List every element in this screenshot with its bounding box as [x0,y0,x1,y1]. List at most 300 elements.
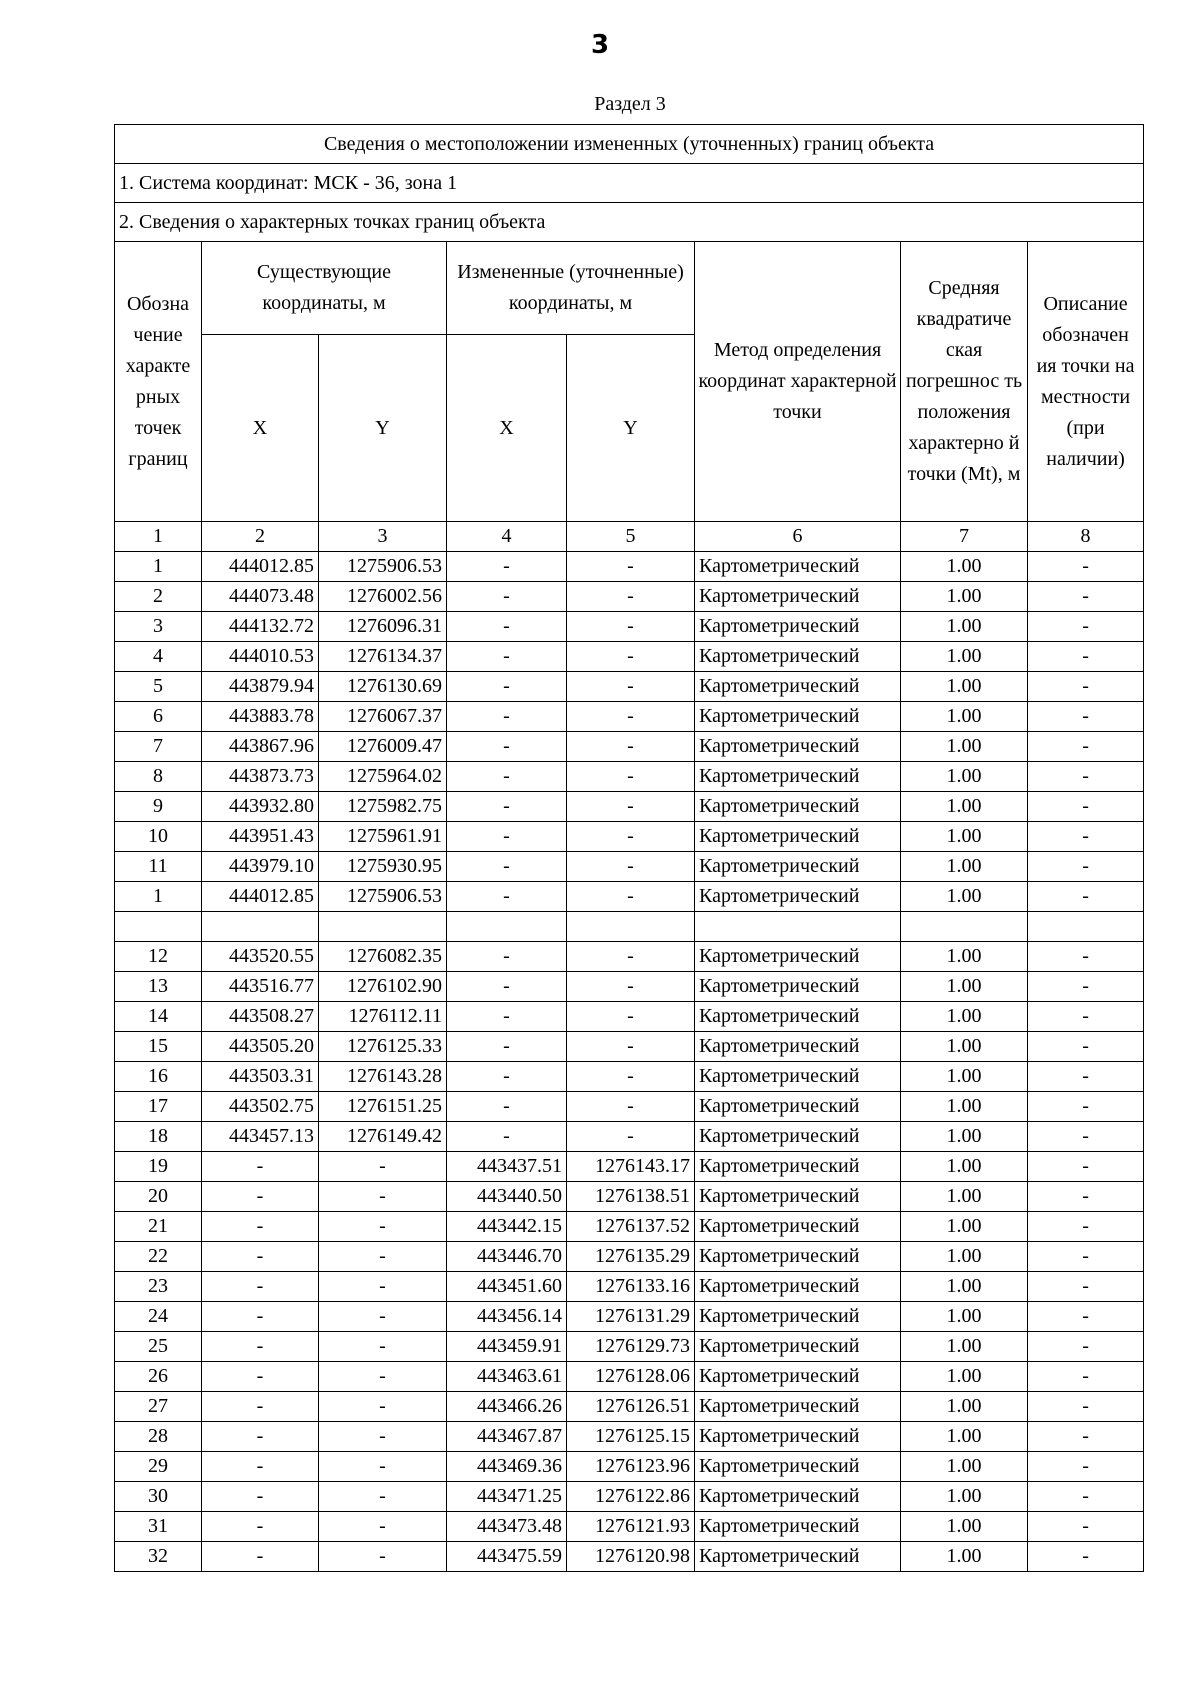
mt-cell: 1.00 [901,1482,1028,1512]
existing-y-cell: - [319,1302,447,1332]
column-number: 5 [567,522,695,552]
existing-y-cell: - [319,1272,447,1302]
method-cell: Картометрический [695,1332,901,1362]
mt-cell: 1.00 [901,1362,1028,1392]
existing-x-cell: 443867.96 [202,732,319,762]
table-row [115,1212,1144,1242]
existing-y-cell: - [319,1182,447,1212]
changed-y-cell: - [567,882,695,912]
table-row [115,552,1144,582]
existing-y-cell: 1276130.69 [319,672,447,702]
changed-y-cell: - [567,732,695,762]
table-row [115,1482,1144,1512]
existing-x-cell: - [202,1512,319,1542]
header-row-1 [115,242,1144,335]
mt-cell: 1.00 [901,1332,1028,1362]
column-number: 2 [202,522,319,552]
table-row [115,1452,1144,1482]
header-mt: Средняя квадратиче ская погрешнос ть положения характерно й точки (Mt), м [901,242,1028,522]
column-number: 1 [115,522,202,552]
existing-x-cell: - [202,1272,319,1302]
mt-cell: 1.00 [901,822,1028,852]
changed-y-cell: - [567,792,695,822]
point-id-cell: 5 [115,672,202,702]
changed-x-cell: - [447,942,567,972]
changed-x-cell [447,912,567,942]
point-id-cell [115,912,202,942]
table-row [115,612,1144,642]
point-id-cell: 1 [115,552,202,582]
mt-cell: 1.00 [901,792,1028,822]
header-changed-coords: Измененные (уточненные) координаты, м [447,242,695,335]
coord-system-label: 1. Система координат: МСК - 36, зона 1 [115,164,1144,203]
existing-y-cell: - [319,1452,447,1482]
table-row [115,1362,1144,1392]
table-row [115,912,1144,942]
existing-y-cell: 1275906.53 [319,882,447,912]
existing-x-cell: 443505.20 [202,1032,319,1062]
header-existing-coords: Существующие координаты, м [202,242,447,335]
description-cell: - [1028,552,1144,582]
existing-x-cell: 443932.80 [202,792,319,822]
mt-cell: 1.00 [901,1092,1028,1122]
existing-x-cell: - [202,1242,319,1272]
changed-y-cell: - [567,642,695,672]
existing-y-cell: 1276149.42 [319,1122,447,1152]
table-row [115,582,1144,612]
method-cell: Картометрический [695,1422,901,1452]
existing-x-cell: 444073.48 [202,582,319,612]
changed-y-cell: 1276125.15 [567,1422,695,1452]
changed-x-cell: 443440.50 [447,1182,567,1212]
changed-x-cell: 443466.26 [447,1392,567,1422]
mt-cell: 1.00 [901,762,1028,792]
existing-x-cell: - [202,1152,319,1182]
point-id-cell: 15 [115,1032,202,1062]
existing-x-cell: 443508.27 [202,1002,319,1032]
changed-y-cell: 1276143.17 [567,1152,695,1182]
changed-x-cell: 443467.87 [447,1422,567,1452]
mt-cell: 1.00 [901,1302,1028,1332]
existing-x-cell: 444012.85 [202,882,319,912]
changed-x-cell: - [447,1122,567,1152]
existing-x-cell: 443979.10 [202,852,319,882]
method-cell: Картометрический [695,1392,901,1422]
table-row [115,702,1144,732]
existing-y-cell: 1275964.02 [319,762,447,792]
changed-y-cell: - [567,702,695,732]
description-cell [1028,912,1144,942]
mt-cell: 1.00 [901,942,1028,972]
changed-y-cell: 1276120.98 [567,1542,695,1572]
point-id-cell: 1 [115,882,202,912]
changed-y-cell: - [567,1002,695,1032]
table-row [115,1032,1144,1062]
method-cell: Картометрический [695,852,901,882]
method-cell: Картометрический [695,732,901,762]
changed-x-cell: - [447,882,567,912]
method-cell [695,912,901,942]
existing-y-cell: - [319,1242,447,1272]
changed-x-cell: - [447,672,567,702]
existing-y-cell: 1276002.56 [319,582,447,612]
mt-cell: 1.00 [901,732,1028,762]
description-cell: - [1028,582,1144,612]
existing-x-cell: 444132.72 [202,612,319,642]
existing-y-cell [319,912,447,942]
table-row [115,1122,1144,1152]
mt-cell: 1.00 [901,702,1028,732]
existing-y-cell: - [319,1542,447,1572]
changed-x-cell: 443446.70 [447,1242,567,1272]
existing-y-cell: - [319,1512,447,1542]
mt-cell: 1.00 [901,1062,1028,1092]
description-cell: - [1028,1392,1144,1422]
header-existing-y: Y [319,335,447,522]
description-cell: - [1028,732,1144,762]
description-cell: - [1028,942,1144,972]
point-id-cell: 12 [115,942,202,972]
method-cell: Картометрический [695,792,901,822]
existing-x-cell: 443516.77 [202,972,319,1002]
description-cell: - [1028,1212,1144,1242]
existing-x-cell: - [202,1182,319,1212]
mt-cell: 1.00 [901,1212,1028,1242]
existing-y-cell: - [319,1482,447,1512]
existing-y-cell: 1275961.91 [319,822,447,852]
point-id-cell: 31 [115,1512,202,1542]
point-id-cell: 13 [115,972,202,1002]
method-cell: Картометрический [695,1032,901,1062]
existing-y-cell: 1276102.90 [319,972,447,1002]
existing-x-cell: 443520.55 [202,942,319,972]
existing-y-cell: 1275906.53 [319,552,447,582]
changed-x-cell: - [447,852,567,882]
table-row [115,1272,1144,1302]
point-id-cell: 9 [115,792,202,822]
mt-cell: 1.00 [901,1452,1028,1482]
existing-y-cell: 1276067.37 [319,702,447,732]
changed-y-cell: - [567,942,695,972]
existing-x-cell: 443951.43 [202,822,319,852]
method-cell: Картометрический [695,1302,901,1332]
changed-x-cell: 443437.51 [447,1152,567,1182]
header-method: Метод определения координат характерной точки [695,242,901,522]
mt-cell: 1.00 [901,582,1028,612]
header-changed-y: Y [567,335,695,522]
table-row [115,1062,1144,1092]
existing-y-cell: 1275930.95 [319,852,447,882]
point-id-cell: 20 [115,1182,202,1212]
point-id-cell: 32 [115,1542,202,1572]
method-cell: Картометрический [695,1542,901,1572]
existing-x-cell: 443879.94 [202,672,319,702]
table-row [115,792,1144,822]
header-description: Описание обозначен ия точки на местности (при наличии) [1028,242,1144,522]
point-id-cell: 27 [115,1392,202,1422]
method-cell: Картометрический [695,1362,901,1392]
changed-y-cell: 1276135.29 [567,1242,695,1272]
mt-cell: 1.00 [901,1242,1028,1272]
description-cell: - [1028,1182,1144,1212]
mt-cell: 1.00 [901,1002,1028,1032]
point-id-cell: 25 [115,1332,202,1362]
page-number: 3 [590,30,610,60]
point-id-cell: 2 [115,582,202,612]
table-row [115,972,1144,1002]
description-cell: - [1028,1152,1144,1182]
method-cell: Картометрический [695,1002,901,1032]
mt-cell: 1.00 [901,1182,1028,1212]
table-row [115,942,1144,972]
point-id-cell: 21 [115,1212,202,1242]
existing-y-cell: - [319,1392,447,1422]
changed-y-cell: - [567,1062,695,1092]
description-cell: - [1028,1032,1144,1062]
table-row [115,732,1144,762]
description-cell: - [1028,1272,1144,1302]
method-cell: Картометрический [695,762,901,792]
point-id-cell: 7 [115,732,202,762]
changed-y-cell: 1276122.86 [567,1482,695,1512]
description-cell: - [1028,882,1144,912]
changed-x-cell: - [447,1092,567,1122]
changed-x-cell: 443459.91 [447,1332,567,1362]
description-cell: - [1028,1122,1144,1152]
existing-x-cell: 443502.75 [202,1092,319,1122]
existing-y-cell: 1275982.75 [319,792,447,822]
changed-x-cell: - [447,1002,567,1032]
method-cell: Картометрический [695,642,901,672]
changed-x-cell: 443442.15 [447,1212,567,1242]
mt-cell: 1.00 [901,852,1028,882]
method-cell: Картометрический [695,1452,901,1482]
description-cell: - [1028,642,1144,672]
table-row [115,1302,1144,1332]
mt-cell: 1.00 [901,1032,1028,1062]
changed-y-cell: 1276133.16 [567,1272,695,1302]
existing-y-cell: - [319,1422,447,1452]
coordinates-table [114,124,1144,1572]
method-cell: Картометрический [695,1062,901,1092]
method-cell: Картометрический [695,1122,901,1152]
changed-y-cell: - [567,672,695,702]
method-cell: Картометрический [695,1272,901,1302]
table-row [115,852,1144,882]
changed-x-cell: 443463.61 [447,1362,567,1392]
point-id-cell: 19 [115,1152,202,1182]
method-cell: Картометрический [695,672,901,702]
method-cell: Картометрический [695,882,901,912]
table-row [115,1332,1144,1362]
existing-y-cell: - [319,1332,447,1362]
table-row [115,1092,1144,1122]
existing-x-cell: - [202,1362,319,1392]
changed-x-cell: - [447,582,567,612]
point-id-cell: 3 [115,612,202,642]
changed-x-cell: - [447,762,567,792]
mt-cell: 1.00 [901,1122,1028,1152]
changed-y-cell: 1276123.96 [567,1452,695,1482]
changed-y-cell: 1276137.52 [567,1212,695,1242]
changed-y-cell: 1276131.29 [567,1302,695,1332]
method-cell: Картометрический [695,612,901,642]
column-number: 7 [901,522,1028,552]
point-id-cell: 28 [115,1422,202,1452]
existing-x-cell: 444010.53 [202,642,319,672]
point-id-cell: 8 [115,762,202,792]
description-cell: - [1028,1302,1144,1332]
description-cell: - [1028,1062,1144,1092]
table-title-row [115,125,1144,164]
existing-y-cell: 1276151.25 [319,1092,447,1122]
existing-x-cell: 444012.85 [202,552,319,582]
mt-cell [901,912,1028,942]
existing-x-cell: - [202,1422,319,1452]
changed-y-cell: 1276126.51 [567,1392,695,1422]
point-id-cell: 4 [115,642,202,672]
method-cell: Картометрический [695,1212,901,1242]
column-number: 3 [319,522,447,552]
existing-y-cell: 1276143.28 [319,1062,447,1092]
mt-cell: 1.00 [901,1392,1028,1422]
existing-x-cell: - [202,1452,319,1482]
existing-y-cell: 1276112.11 [319,1002,447,1032]
changed-x-cell: - [447,972,567,1002]
description-cell: - [1028,672,1144,702]
mt-cell: 1.00 [901,552,1028,582]
table-row [115,1002,1144,1032]
point-id-cell: 14 [115,1002,202,1032]
point-id-cell: 22 [115,1242,202,1272]
method-cell: Картометрический [695,1092,901,1122]
description-cell: - [1028,1512,1144,1542]
mt-cell: 1.00 [901,972,1028,1002]
description-cell: - [1028,1002,1144,1032]
mt-cell: 1.00 [901,672,1028,702]
method-cell: Картометрический [695,702,901,732]
changed-y-cell [567,912,695,942]
changed-y-cell: 1276129.73 [567,1332,695,1362]
description-cell: - [1028,852,1144,882]
changed-y-cell: - [567,822,695,852]
existing-y-cell: - [319,1362,447,1392]
method-cell: Картометрический [695,1242,901,1272]
mt-cell: 1.00 [901,1152,1028,1182]
changed-x-cell: 443473.48 [447,1512,567,1542]
existing-x-cell: - [202,1332,319,1362]
existing-x-cell: 443503.31 [202,1062,319,1092]
existing-y-cell: - [319,1212,447,1242]
existing-y-cell: 1276082.35 [319,942,447,972]
changed-x-cell: 443456.14 [447,1302,567,1332]
changed-y-cell: 1276121.93 [567,1512,695,1542]
method-cell: Картометрический [695,1512,901,1542]
table-row [115,822,1144,852]
header-changed-x: X [447,335,567,522]
changed-x-cell: - [447,552,567,582]
changed-x-cell: - [447,1032,567,1062]
changed-x-cell: 443451.60 [447,1272,567,1302]
mt-cell: 1.00 [901,1512,1028,1542]
point-id-cell: 10 [115,822,202,852]
method-cell: Картометрический [695,582,901,612]
points-heading-row [115,203,1144,242]
coord-system-row [115,164,1144,203]
header-designation: Обозна чение характе рных точек границ [115,242,202,522]
point-id-cell: 23 [115,1272,202,1302]
existing-x-cell: - [202,1392,319,1422]
column-number: 6 [695,522,901,552]
point-id-cell: 6 [115,702,202,732]
mt-cell: 1.00 [901,882,1028,912]
mt-cell: 1.00 [901,612,1028,642]
existing-x-cell: - [202,1302,319,1332]
point-id-cell: 11 [115,852,202,882]
table-row [115,1542,1144,1572]
existing-x-cell: - [202,1482,319,1512]
changed-y-cell: - [567,1122,695,1152]
changed-y-cell: - [567,972,695,1002]
method-cell: Картометрический [695,972,901,1002]
changed-y-cell: - [567,612,695,642]
changed-x-cell: - [447,612,567,642]
point-id-cell: 24 [115,1302,202,1332]
point-id-cell: 17 [115,1092,202,1122]
changed-x-cell: - [447,792,567,822]
description-cell: - [1028,1452,1144,1482]
existing-x-cell: - [202,1212,319,1242]
changed-x-cell: 443475.59 [447,1542,567,1572]
changed-x-cell: 443469.36 [447,1452,567,1482]
description-cell: - [1028,822,1144,852]
table-row [115,1152,1144,1182]
changed-y-cell: - [567,552,695,582]
description-cell: - [1028,612,1144,642]
table-row [115,1242,1144,1272]
method-cell: Картометрический [695,942,901,972]
section-label: Раздел 3 [594,93,666,115]
changed-y-cell: - [567,1092,695,1122]
description-cell: - [1028,1422,1144,1452]
changed-y-cell: 1276138.51 [567,1182,695,1212]
changed-y-cell: - [567,852,695,882]
existing-x-cell: 443883.78 [202,702,319,732]
points-heading: 2. Сведения о характерных точках границ объекта [115,203,1144,242]
method-cell: Картометрический [695,552,901,582]
description-cell: - [1028,1482,1144,1512]
table-row [115,672,1144,702]
point-id-cell: 30 [115,1482,202,1512]
point-id-cell: 18 [115,1122,202,1152]
description-cell: - [1028,762,1144,792]
changed-x-cell: - [447,732,567,762]
existing-x-cell [202,912,319,942]
existing-y-cell: 1276096.31 [319,612,447,642]
column-number: 4 [447,522,567,552]
table-row [115,642,1144,672]
table-row [115,882,1144,912]
point-id-cell: 26 [115,1362,202,1392]
description-cell: - [1028,1242,1144,1272]
description-cell: - [1028,972,1144,1002]
changed-y-cell: - [567,1032,695,1062]
point-id-cell: 16 [115,1062,202,1092]
mt-cell: 1.00 [901,1422,1028,1452]
table-row [115,1422,1144,1452]
header-existing-x: X [202,335,319,522]
existing-y-cell: 1276009.47 [319,732,447,762]
